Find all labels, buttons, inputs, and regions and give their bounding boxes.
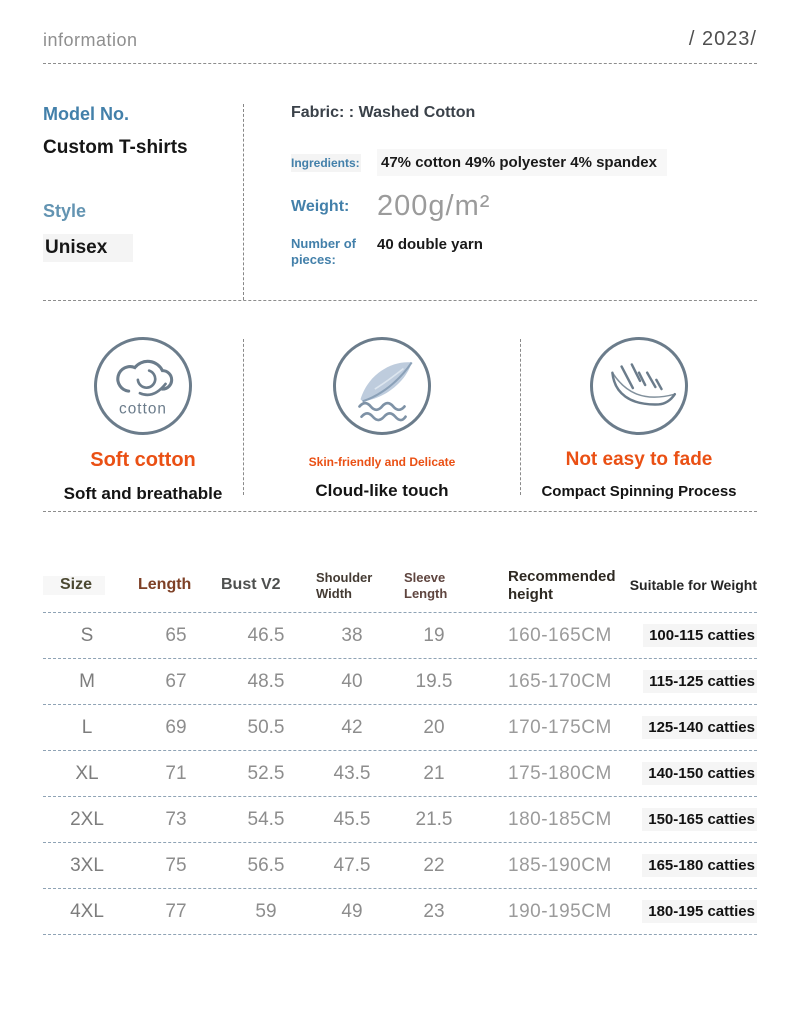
cell-weight [620, 673, 757, 690]
cell-bust: 52.5 [247, 762, 285, 784]
feature-skin-friendly [244, 337, 520, 511]
model-group [43, 104, 243, 159]
cell-shoulder: 40 [341, 670, 363, 692]
year-label: / 2023/ [688, 28, 757, 50]
col-header-sleeve: Sleeve Length [404, 570, 448, 601]
cell-size: 4XL [70, 900, 104, 922]
cell-size: XL [75, 762, 99, 784]
cotton-icon [99, 342, 187, 430]
cell-height: 165-170CM [508, 670, 612, 692]
feature-subtitle: Soft and breathable [63, 484, 223, 503]
svg-text:cotton: cotton [119, 400, 167, 418]
cotton-icon-circle [94, 337, 192, 435]
features-section [43, 301, 757, 511]
pieces-label: Number of pieces: [291, 236, 356, 268]
weight-badge: 150-165 catties [642, 808, 757, 831]
size-table [43, 568, 757, 935]
cell-bust: 46.5 [247, 624, 285, 646]
weight-badge: 140-150 catties [642, 762, 757, 785]
feature-not-fade [521, 337, 757, 511]
cell-height: 175-180CM [508, 762, 612, 784]
table-row [43, 705, 757, 751]
cell-length: 77 [165, 900, 187, 922]
table-row [43, 613, 757, 659]
cell-sleeve: 21.5 [415, 808, 453, 830]
cell-shoulder: 42 [341, 716, 363, 738]
weight-badge: 100-115 catties [643, 624, 757, 647]
spec-left-column [43, 104, 243, 300]
cell-weight [620, 857, 757, 874]
ingredients-label: Ingredients: [291, 155, 360, 170]
weight-badge: 165-180 catties [642, 854, 757, 877]
cell-size: M [79, 670, 95, 692]
cell-weight [620, 765, 757, 782]
cell-sleeve: 21 [423, 762, 445, 784]
table-row [43, 751, 757, 797]
cell-length: 65 [165, 624, 187, 646]
cell-sleeve: 22 [423, 854, 445, 876]
page-header [43, 0, 757, 64]
weight-badge: 125-140 catties [642, 716, 757, 739]
feature-title: Not easy to fade [565, 449, 713, 470]
col-header-weight: Suitable for Weight [629, 577, 757, 594]
table-row [43, 889, 757, 935]
cell-size: L [81, 716, 93, 738]
table-row [43, 659, 757, 705]
weight-row [291, 190, 757, 223]
cell-shoulder: 43.5 [333, 762, 371, 784]
cell-length: 67 [165, 670, 187, 692]
weight-label: Weight: [291, 197, 350, 215]
feather-icon-circle [333, 337, 431, 435]
section-divider [43, 511, 757, 512]
cell-size: 3XL [70, 854, 104, 876]
cell-weight [620, 719, 757, 736]
cell-bust: 50.5 [247, 716, 285, 738]
feature-subtitle: Cloud-like touch [315, 481, 449, 500]
col-header-bust: Bust V2 [221, 576, 281, 594]
table-row [43, 797, 757, 843]
cell-height: 160-165CM [508, 624, 612, 646]
cell-height: 185-190CM [508, 854, 612, 876]
cell-sleeve: 23 [423, 900, 445, 922]
cell-bust: 48.5 [247, 670, 285, 692]
style-group [43, 201, 243, 262]
table-row [43, 843, 757, 889]
pieces-value: 40 double yarn [377, 236, 483, 253]
page-title: information [43, 30, 138, 50]
size-table-header [43, 568, 757, 613]
spec-section [43, 104, 757, 300]
weight-badge: 115-125 catties [643, 670, 757, 693]
cell-weight [620, 811, 757, 828]
cell-shoulder: 38 [341, 624, 363, 646]
cell-bust: 56.5 [247, 854, 285, 876]
cell-height: 180-185CM [508, 808, 612, 830]
cell-bust: 59 [255, 900, 277, 922]
cell-shoulder: 47.5 [333, 854, 371, 876]
cell-height: 170-175CM [508, 716, 612, 738]
model-label: Model No. [43, 104, 129, 124]
cell-weight [620, 627, 757, 644]
cell-length: 69 [165, 716, 187, 738]
style-label: Style [43, 201, 87, 221]
col-header-length: Length [138, 576, 192, 594]
cell-length: 73 [165, 808, 187, 830]
ingredients-value: 47% cotton 49% polyester 4% spandex [377, 149, 667, 176]
cell-sleeve: 19.5 [415, 670, 453, 692]
cell-height: 190-195CM [508, 900, 612, 922]
cell-size: 2XL [70, 808, 104, 830]
cell-shoulder: 49 [341, 900, 363, 922]
feature-title: Soft cotton [90, 449, 196, 471]
feature-subtitle: Compact Spinning Process [541, 483, 737, 500]
fade-icon [595, 342, 683, 430]
cell-bust: 54.5 [247, 808, 285, 830]
cell-length: 71 [165, 762, 187, 784]
cell-weight [620, 903, 757, 920]
col-header-shoulder: Shoulder Width [316, 570, 373, 601]
cell-size: S [80, 624, 94, 646]
cell-length: 75 [165, 854, 187, 876]
feature-soft-cotton [43, 337, 243, 511]
weight-value: 200g/m² [377, 190, 491, 222]
col-header-size: Size [43, 576, 105, 595]
cell-sleeve: 19 [423, 624, 445, 646]
fade-icon-circle [590, 337, 688, 435]
feature-title: Skin-friendly and Delicate [308, 455, 456, 469]
cell-sleeve: 20 [423, 716, 445, 738]
cell-shoulder: 45.5 [333, 808, 371, 830]
model-value: Custom T-shirts [43, 137, 188, 158]
style-value: Unisex [43, 234, 133, 262]
ingredients-row [291, 149, 757, 176]
feather-icon [338, 342, 426, 430]
col-header-height: Recommended height [508, 568, 616, 603]
pieces-row [291, 236, 757, 269]
spec-right-column [244, 104, 757, 300]
weight-badge: 180-195 catties [642, 900, 757, 923]
fabric-label: Fabric: : Washed Cotton [291, 104, 476, 121]
